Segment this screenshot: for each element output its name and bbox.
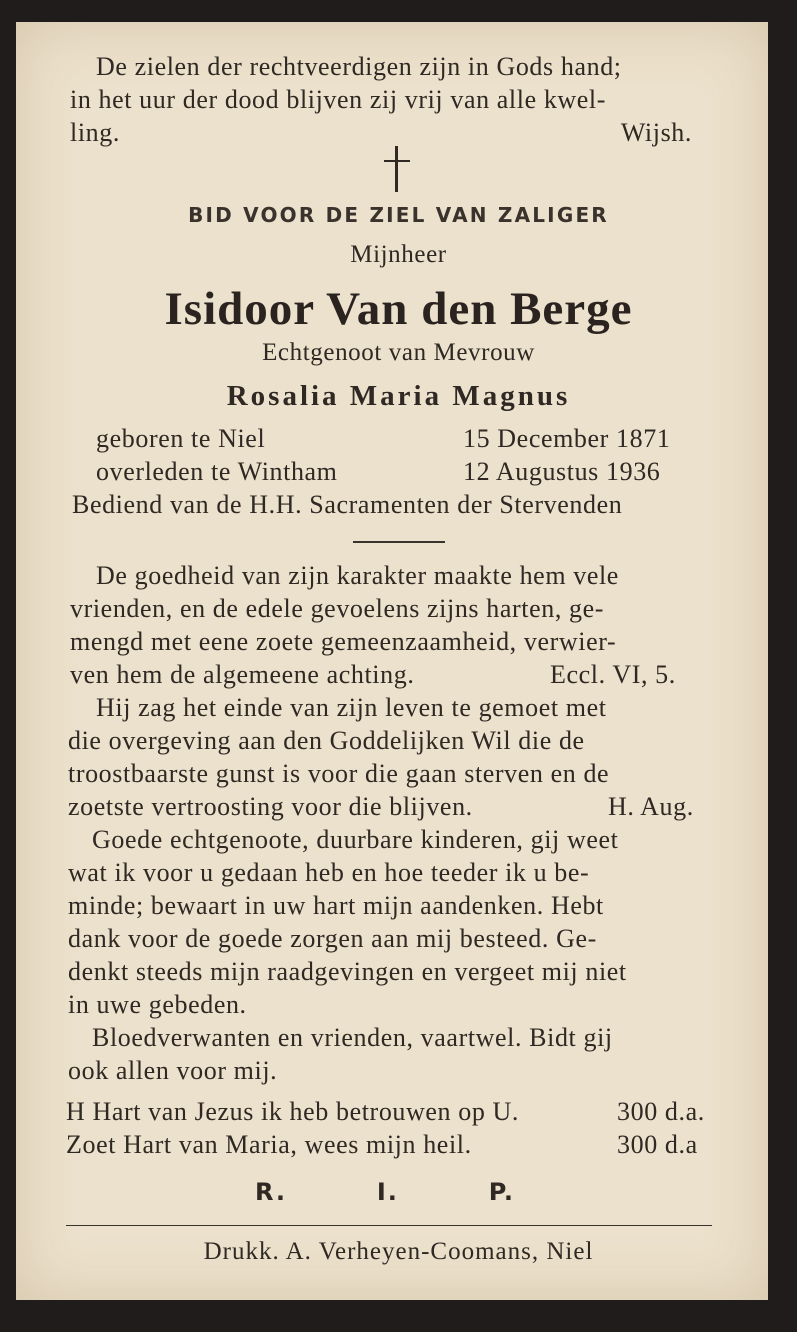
prayer-indulgence: 300 d.a.	[617, 1097, 705, 1126]
body-line: denkt steeds mijn raadgevingen en vergeet mij niet	[68, 957, 627, 986]
short-divider	[353, 541, 445, 543]
body-line: minde; bewaart in uw hart mijn aandenken. Hebt	[68, 891, 604, 920]
prayer-text: Zoet Hart van Maria, wees mijn heil.	[66, 1130, 472, 1159]
body-line: in uwe gebeden.	[68, 990, 247, 1019]
body-line: vrienden, en de edele gevoelens zijns harten, ge-	[70, 594, 605, 623]
epigraph-line-3	[70, 118, 692, 148]
body-line: ook allen voor mij.	[68, 1056, 278, 1085]
rip-letter: P.	[488, 1178, 515, 1206]
rip-letter: R.	[255, 1178, 288, 1206]
body-line: Bloedverwanten en vrienden, vaartwel. Bidt gij	[92, 1023, 613, 1052]
body-line: ven hem de algemeene achting.	[70, 660, 415, 689]
printer-credit: Drukk. A. Verheyen-Coomans, Niel	[203, 1238, 594, 1265]
birth-label: geboren te Niel	[96, 424, 266, 453]
death-date: 12 Augustus 1936	[463, 457, 661, 486]
footer-rule	[66, 1225, 712, 1226]
epigraph-source: Wijsh.	[620, 118, 692, 147]
body-line: troostbaarste gunst is voor die gaan sterven en de	[68, 759, 610, 788]
body-line: die overgeving aan den Goddelijken Wil die de	[68, 726, 585, 755]
epigraph-line-1: De zielen der rechtveerdigen zijn in Gods hand;	[96, 52, 622, 81]
body-line: dank voor de goede zorgen aan mij besteed. Ge-	[68, 924, 597, 953]
spouse-name: Rosalia Maria Magnus	[226, 380, 571, 412]
body-line: zoetste vertroosting voor die blijven.	[68, 792, 473, 821]
rip-letter: I.	[376, 1178, 399, 1206]
sacraments-line: Bediend van de H.H. Sacramenten der Stervenden	[72, 490, 623, 519]
prayer-header: BID VOOR DE ZIEL VAN ZALIGER	[188, 203, 609, 227]
citation: Eccl. VI, 5.	[550, 660, 676, 689]
citation: H. Aug.	[608, 792, 694, 821]
spouse-label: Echtgenoot van Mevrouw	[262, 339, 535, 366]
body-line: Goede echtgenoote, duurbare kinderen, gij weet	[92, 825, 619, 854]
deceased-name: Isidoor Van den Berge	[164, 283, 633, 335]
prayer-text: H Hart van Jezus ik heb betrouwen op U.	[66, 1097, 520, 1126]
body-line: wat ik voor u gedaan heb en hoe teeder ik u be-	[68, 858, 590, 887]
honorific: Mijnheer	[350, 241, 447, 268]
death-label: overleden te Wintham	[96, 457, 338, 486]
epigraph-line-2: in het uur der dood blijven zij vrij van alle kwel-	[70, 85, 607, 114]
rip-mark	[255, 1178, 515, 1206]
body-line: Hij zag het einde van zijn leven te gemoet met	[96, 693, 607, 722]
body-line: De goedheid van zijn karakter maakte hem vele	[96, 561, 619, 590]
epigraph-line-3-text: ling.	[70, 118, 120, 147]
body-line: mengd met eene zoete gemeenzaamheid, verwier-	[70, 627, 617, 656]
cross-icon	[384, 146, 410, 192]
prayer-indulgence: 300 d.a	[617, 1130, 698, 1159]
birth-date: 15 December 1871	[463, 424, 671, 453]
